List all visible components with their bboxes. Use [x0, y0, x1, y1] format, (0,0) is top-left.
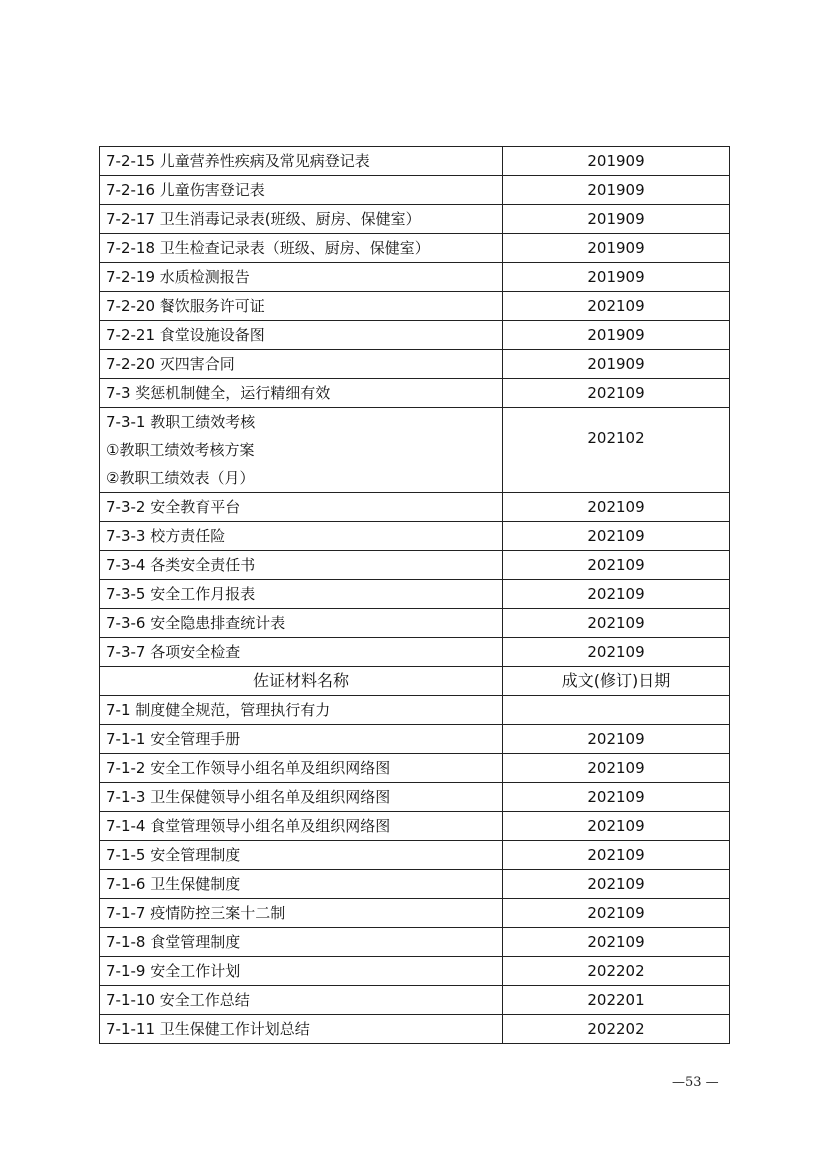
table-row	[100, 638, 730, 667]
material-date-cell: 202109	[503, 551, 730, 580]
material-name-cell: 7-1-2 安全工作领导小组名单及组织网络图	[100, 754, 503, 783]
material-name-cell: 7-3-2 安全教育平台	[100, 493, 503, 522]
table-row	[100, 176, 730, 205]
table-row	[100, 493, 730, 522]
table-row	[100, 725, 730, 754]
material-name-cell: 7-1-1 安全管理手册	[100, 725, 503, 754]
table-row	[100, 870, 730, 899]
material-date-cell: 201909	[503, 147, 730, 176]
material-name-cell: 7-1-5 安全管理制度	[100, 841, 503, 870]
table-row	[100, 263, 730, 292]
material-name-cell: 7-1-6 卫生保健制度	[100, 870, 503, 899]
table-row	[100, 986, 730, 1015]
table-row	[100, 841, 730, 870]
table-row	[100, 754, 730, 783]
table-row	[100, 551, 730, 580]
table-row	[100, 783, 730, 812]
table-row	[100, 812, 730, 841]
table-row	[100, 292, 730, 321]
material-name-line: ①教职工绩效考核方案	[106, 441, 255, 459]
table-row	[100, 234, 730, 263]
material-name-cell: 7-1-3 卫生保健领导小组名单及组织网络图	[100, 783, 503, 812]
material-name-cell: 7-2-21 食堂设施设备图	[100, 321, 503, 350]
material-name-cell: 7-2-18 卫生检查记录表（班级、厨房、保健室）	[100, 234, 503, 263]
material-name-cell: 7-1 制度健全规范，管理执行有力	[100, 696, 503, 725]
table-row	[100, 609, 730, 638]
material-name-cell: 7-2-15 儿童营养性疾病及常见病登记表	[100, 147, 503, 176]
material-date-cell: 202109	[503, 292, 730, 321]
material-name-cell: 7-3-4 各类安全责任书	[100, 551, 503, 580]
material-date-cell: 201909	[503, 176, 730, 205]
evidence-materials-table	[99, 146, 730, 1044]
material-date-cell: 201909	[503, 263, 730, 292]
material-name-line: 7-3-1 教职工绩效考核	[106, 413, 256, 431]
material-date-cell: 202109	[503, 725, 730, 754]
material-date-cell: 202109	[503, 379, 730, 408]
material-date-cell: 202109	[503, 899, 730, 928]
table-row	[100, 696, 730, 725]
material-date-cell: 201909	[503, 205, 730, 234]
material-date-cell: 202109	[503, 870, 730, 899]
page-number: —53 —	[672, 1075, 719, 1090]
material-name-cell: 7-3-7 各项安全检查	[100, 638, 503, 667]
table-row	[100, 580, 730, 609]
material-name-cell: 7-2-17 卫生消毒记录表(班级、厨房、保健室）	[100, 205, 503, 234]
table-row	[100, 957, 730, 986]
material-date-cell	[503, 696, 730, 725]
material-name-cell	[100, 408, 503, 493]
material-name-cell: 7-1-11 卫生保健工作计划总结	[100, 1015, 503, 1044]
material-date-cell: 202109	[503, 783, 730, 812]
material-date-cell: 202109	[503, 609, 730, 638]
material-name-cell: 7-2-20 灭四害合同	[100, 350, 503, 379]
table-row	[100, 321, 730, 350]
material-name-cell: 7-3-5 安全工作月报表	[100, 580, 503, 609]
material-name-cell: 7-2-19 水质检测报告	[100, 263, 503, 292]
table-row	[100, 408, 730, 493]
table-header-row	[100, 667, 730, 696]
material-name-cell: 7-1-9 安全工作计划	[100, 957, 503, 986]
material-name-cell: 7-1-7 疫情防控三案十二制	[100, 899, 503, 928]
material-date-cell: 202201	[503, 986, 730, 1015]
table-row	[100, 205, 730, 234]
table-row	[100, 350, 730, 379]
material-date-cell: 202109	[503, 580, 730, 609]
table-row	[100, 928, 730, 957]
material-date-cell: 202202	[503, 1015, 730, 1044]
material-name-cell: 7-1-8 食堂管理制度	[100, 928, 503, 957]
material-date-cell: 202109	[503, 493, 730, 522]
header-name-cell: 佐证材料名称	[100, 667, 503, 696]
table-row	[100, 522, 730, 551]
material-name-cell: 7-3 奖惩机制健全，运行精细有效	[100, 379, 503, 408]
material-date-cell: 202109	[503, 754, 730, 783]
material-name-cell: 7-3-6 安全隐患排查统计表	[100, 609, 503, 638]
material-date-cell: 202109	[503, 522, 730, 551]
material-date-cell: 201909	[503, 234, 730, 263]
material-name-cell: 7-2-20 餐饮服务许可证	[100, 292, 503, 321]
material-date-cell: 202109	[503, 812, 730, 841]
material-date-cell: 202109	[503, 638, 730, 667]
material-name-cell: 7-3-3 校方责任险	[100, 522, 503, 551]
table-row	[100, 899, 730, 928]
header-date-cell: 成文(修订)日期	[503, 667, 730, 696]
material-name-cell: 7-1-4 食堂管理领导小组名单及组织网络图	[100, 812, 503, 841]
material-date-cell: 202202	[503, 957, 730, 986]
material-date-cell: 202109	[503, 928, 730, 957]
table-row	[100, 379, 730, 408]
material-date-cell: 201909	[503, 321, 730, 350]
table-row	[100, 147, 730, 176]
material-date-cell: 202109	[503, 841, 730, 870]
material-name-line: ②教职工绩效表（月）	[106, 469, 255, 487]
material-name-cell: 7-2-16 儿童伤害登记表	[100, 176, 503, 205]
material-name-cell: 7-1-10 安全工作总结	[100, 986, 503, 1015]
table-row	[100, 1015, 730, 1044]
material-date-cell: 202102	[503, 408, 730, 493]
material-date-cell: 201909	[503, 350, 730, 379]
